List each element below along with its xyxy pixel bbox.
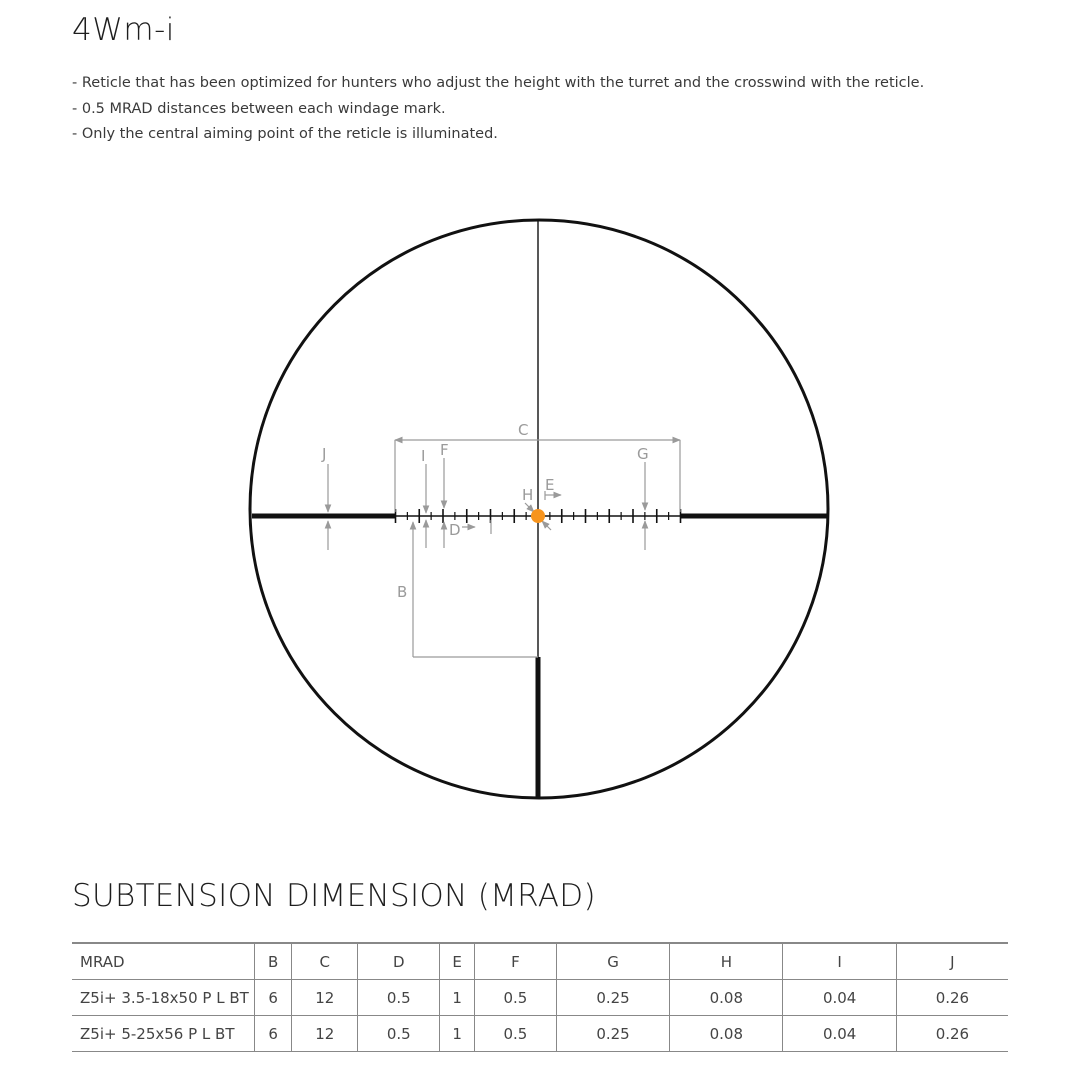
table-header-row xyxy=(72,943,1008,980)
table-cell: I xyxy=(783,943,896,980)
table-cell: J xyxy=(896,943,1008,980)
table-cell: G xyxy=(556,943,669,980)
feature-item: - Reticle that has been optimized for hunters who adjust the height with the turret and the crosswind with the reticle. xyxy=(72,71,924,97)
table-cell: 0.5 xyxy=(358,1016,440,1052)
dimension-label-f: F xyxy=(440,441,449,459)
illuminated-aiming-point xyxy=(531,509,545,523)
table-row xyxy=(72,980,1008,1016)
table-cell: 6 xyxy=(255,1016,292,1052)
table-row-label: MRAD xyxy=(72,943,255,980)
dimension-label-g: G xyxy=(637,445,649,463)
table-cell: 0.08 xyxy=(670,1016,783,1052)
table-cell: 0.04 xyxy=(783,980,896,1016)
table-cell: 0.26 xyxy=(896,980,1008,1016)
table-row xyxy=(72,1016,1008,1052)
table-cell: 0.26 xyxy=(896,1016,1008,1052)
table-cell: 6 xyxy=(255,980,292,1016)
feature-item: - 0.5 MRAD distances between each windage mark. xyxy=(72,97,924,123)
table-cell: E xyxy=(440,943,475,980)
dimension-label-i: I xyxy=(421,447,426,465)
subtension-table xyxy=(72,942,1008,1052)
dimension-label-j: J xyxy=(322,445,327,463)
table-cell: 12 xyxy=(292,980,358,1016)
table-row-label: Z5i+ 5-25x56 P L BT xyxy=(72,1016,255,1052)
dimension-label-d: D xyxy=(449,521,461,539)
table-cell: 12 xyxy=(292,1016,358,1052)
table-cell: 1 xyxy=(440,1016,475,1052)
table-cell: 0.08 xyxy=(670,980,783,1016)
table-cell: 0.5 xyxy=(474,980,556,1016)
dimension-annotations xyxy=(328,440,680,657)
subtension-heading: SUBTENSION DIMENSION (MRAD) xyxy=(72,878,596,914)
feature-item: - Only the central aiming point of the reticle is illuminated. xyxy=(72,122,924,148)
table-cell: 0.25 xyxy=(556,1016,669,1052)
dimension-label-b: B xyxy=(397,583,408,601)
table-cell: 0.5 xyxy=(474,1016,556,1052)
page-title: 4Wm-i xyxy=(72,12,175,48)
table-cell: 1 xyxy=(440,980,475,1016)
table-cell: D xyxy=(358,943,440,980)
table-cell: H xyxy=(670,943,783,980)
table-cell: 0.04 xyxy=(783,1016,896,1052)
table-row-label: Z5i+ 3.5-18x50 P L BT xyxy=(72,980,255,1016)
dimension-label-c: C xyxy=(518,421,529,439)
table-cell: B xyxy=(255,943,292,980)
table-cell: 0.25 xyxy=(556,980,669,1016)
table-cell: F xyxy=(474,943,556,980)
table-cell: C xyxy=(292,943,358,980)
dimension-label-h: H xyxy=(522,486,534,504)
table-cell: 0.5 xyxy=(358,980,440,1016)
dimension-label-e: E xyxy=(545,476,555,494)
